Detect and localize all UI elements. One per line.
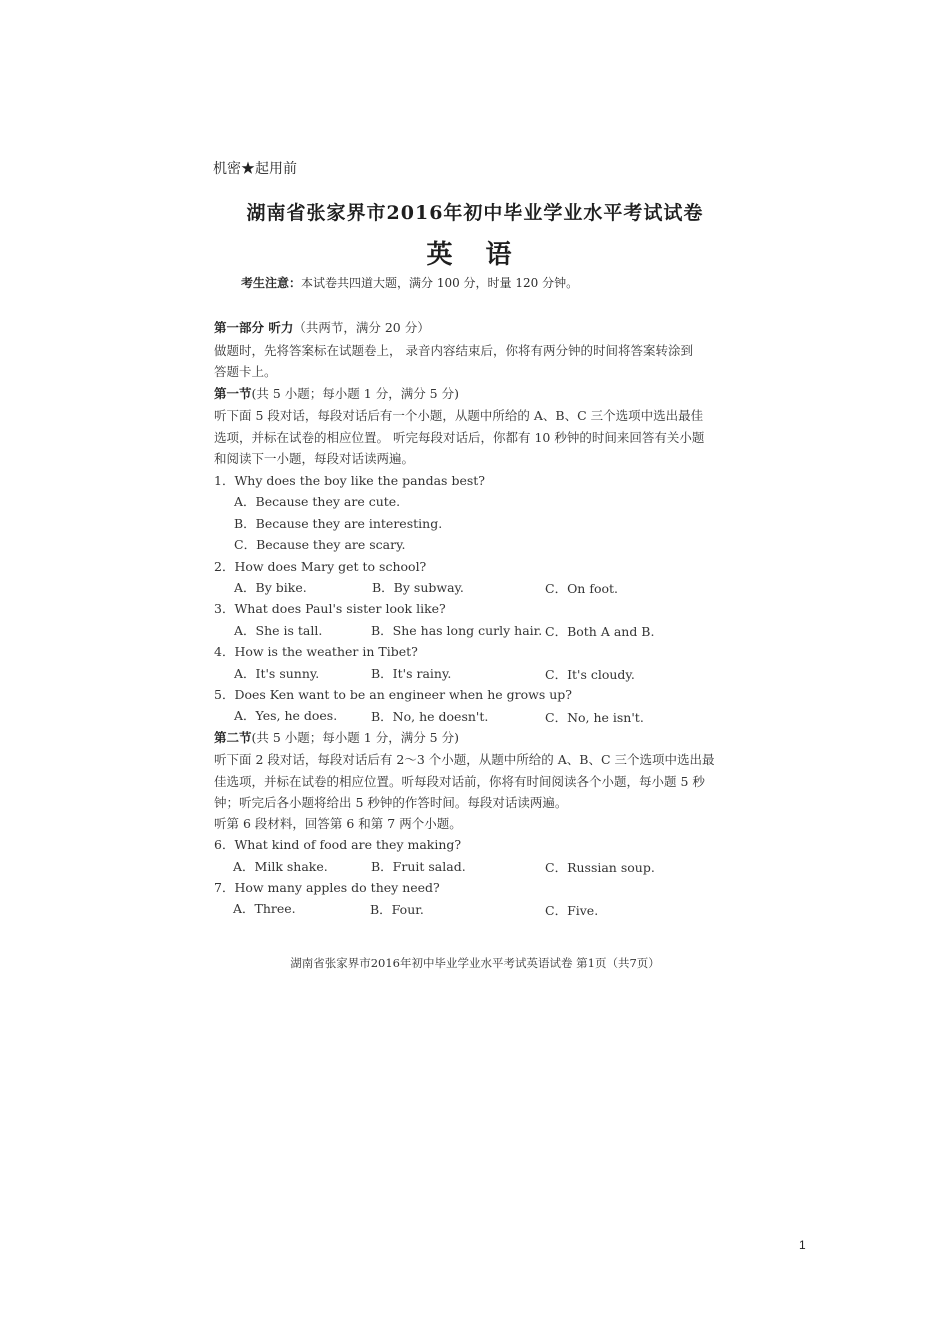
section2-instruction-line: 钟；听完后各小题将给出 5 秒钟的作答时间。每段对话读两遍。 bbox=[214, 795, 568, 810]
question-6-option-c: C．Russian soup. bbox=[545, 860, 655, 875]
question-5-option-b: B．No, he doesn't. bbox=[371, 709, 489, 724]
section2-heading-rest: (共 5 小题；每小题 1 分，满分 5 分) bbox=[251, 730, 459, 745]
exam-notice bbox=[241, 274, 578, 291]
question-6-option-b: B．Fruit salad. bbox=[371, 859, 466, 874]
question-4-option-a: A．It's sunny. bbox=[234, 666, 320, 681]
section1-instruction-line: 和阅读下一小题，每段对话读两遍。 bbox=[214, 451, 415, 466]
question-4-stem: 4．How is the weather in Tibet? bbox=[214, 644, 418, 659]
section2-instruction-line: 佳选项，并标在试卷的相应位置。听每段对话前，你将有时间阅读各个小题，每小题 5 秒 bbox=[214, 774, 705, 789]
page-footer: 湖南省张家界市2016年初中毕业学业水平考试英语试卷 第1页（共7页） bbox=[290, 956, 660, 970]
part1-heading bbox=[214, 318, 430, 336]
question-6-option-a: A．Milk shake. bbox=[233, 859, 328, 874]
notice-text: 本试卷共四道大题，满分 100 分，时量 120 分钟。 bbox=[301, 276, 579, 290]
confidential-label: 机密★起用前 bbox=[213, 161, 297, 177]
section1-instruction-line: 听下面 5 段对话，每段对话后有一个小题，从题中所给的 A、B、C 三个选项中选出最佳 bbox=[214, 408, 704, 423]
question-4-option-b: B．It's rainy. bbox=[371, 666, 452, 681]
exam-title: 湖南省张家界市2016年初中毕业学业水平考试试卷 bbox=[246, 202, 704, 224]
section2-instruction-line: 听下面 2 段对话，每段对话后有 2～3 个小题，从题中所给的 A、B、C 三个选项中选出最 bbox=[214, 752, 715, 767]
page-number: 1 bbox=[799, 1238, 806, 1252]
section2-material-note: 听第 6 段材料，回答第 6 和第 7 两个小题。 bbox=[214, 816, 462, 831]
question-3-option-b: B．She has long curly hair. bbox=[371, 623, 543, 638]
subject-title: 英 语 bbox=[426, 240, 524, 270]
question-3-stem: 3．What does Paul's sister look like? bbox=[214, 601, 446, 616]
section2-heading-bold: 第二节 bbox=[214, 730, 252, 745]
question-5-stem: 5．Does Ken want to be an engineer when he grows up? bbox=[214, 687, 572, 702]
question-1-option-a: A．Because they are cute. bbox=[234, 494, 401, 509]
section1-instruction-line: 选项，并标在试卷的相应位置。 听完每段对话后，你都有 10 秒钟的时间来回答有关小题 bbox=[214, 430, 705, 445]
question-6-stem: 6．What kind of food are they making? bbox=[214, 837, 462, 852]
question-7-stem: 7．How many apples do they need? bbox=[214, 880, 440, 895]
section2-heading bbox=[214, 728, 459, 746]
part1-heading-bold: 第一部分 听力 bbox=[214, 320, 294, 335]
question-5-option-a: A．Yes, he does. bbox=[234, 708, 338, 723]
notice-label: 考生注意： bbox=[241, 276, 302, 290]
question-2-option-a: A．By bike. bbox=[234, 580, 307, 595]
question-4-option-c: C．It's cloudy. bbox=[545, 667, 635, 682]
question-7-option-b: B．Four. bbox=[370, 902, 424, 917]
question-1-option-b: B．Because they are interesting. bbox=[234, 516, 443, 531]
question-3-option-a: A．She is tall. bbox=[234, 623, 323, 638]
question-2-option-c: C．On foot. bbox=[545, 581, 619, 596]
question-7-option-c: C．Five. bbox=[545, 903, 599, 918]
question-2-stem: 2．How does Mary get to school? bbox=[214, 559, 427, 574]
question-2-option-b: B．By subway. bbox=[372, 580, 464, 595]
question-3-option-c: C．Both A and B. bbox=[545, 624, 655, 639]
section1-heading bbox=[214, 384, 459, 402]
question-5-option-c: C．No, he isn't. bbox=[545, 710, 644, 725]
question-1-stem: 1．Why does the boy like the pandas best? bbox=[214, 473, 485, 488]
section1-heading-rest: (共 5 小题；每小题 1 分，满分 5 分) bbox=[251, 386, 459, 401]
part1-instruction-line: 做题时，先将答案标在试题卷上， 录音内容结束后，你将有两分钟的时间将答案转涂到 bbox=[214, 343, 693, 358]
part1-instruction-line: 答题卡上。 bbox=[214, 364, 277, 379]
question-1-option-c: C．Because they are scary. bbox=[234, 537, 406, 552]
part1-heading-rest: （共两节，满分 20 分） bbox=[293, 320, 430, 335]
question-7-option-a: A．Three. bbox=[233, 901, 296, 916]
section1-heading-bold: 第一节 bbox=[214, 386, 252, 401]
